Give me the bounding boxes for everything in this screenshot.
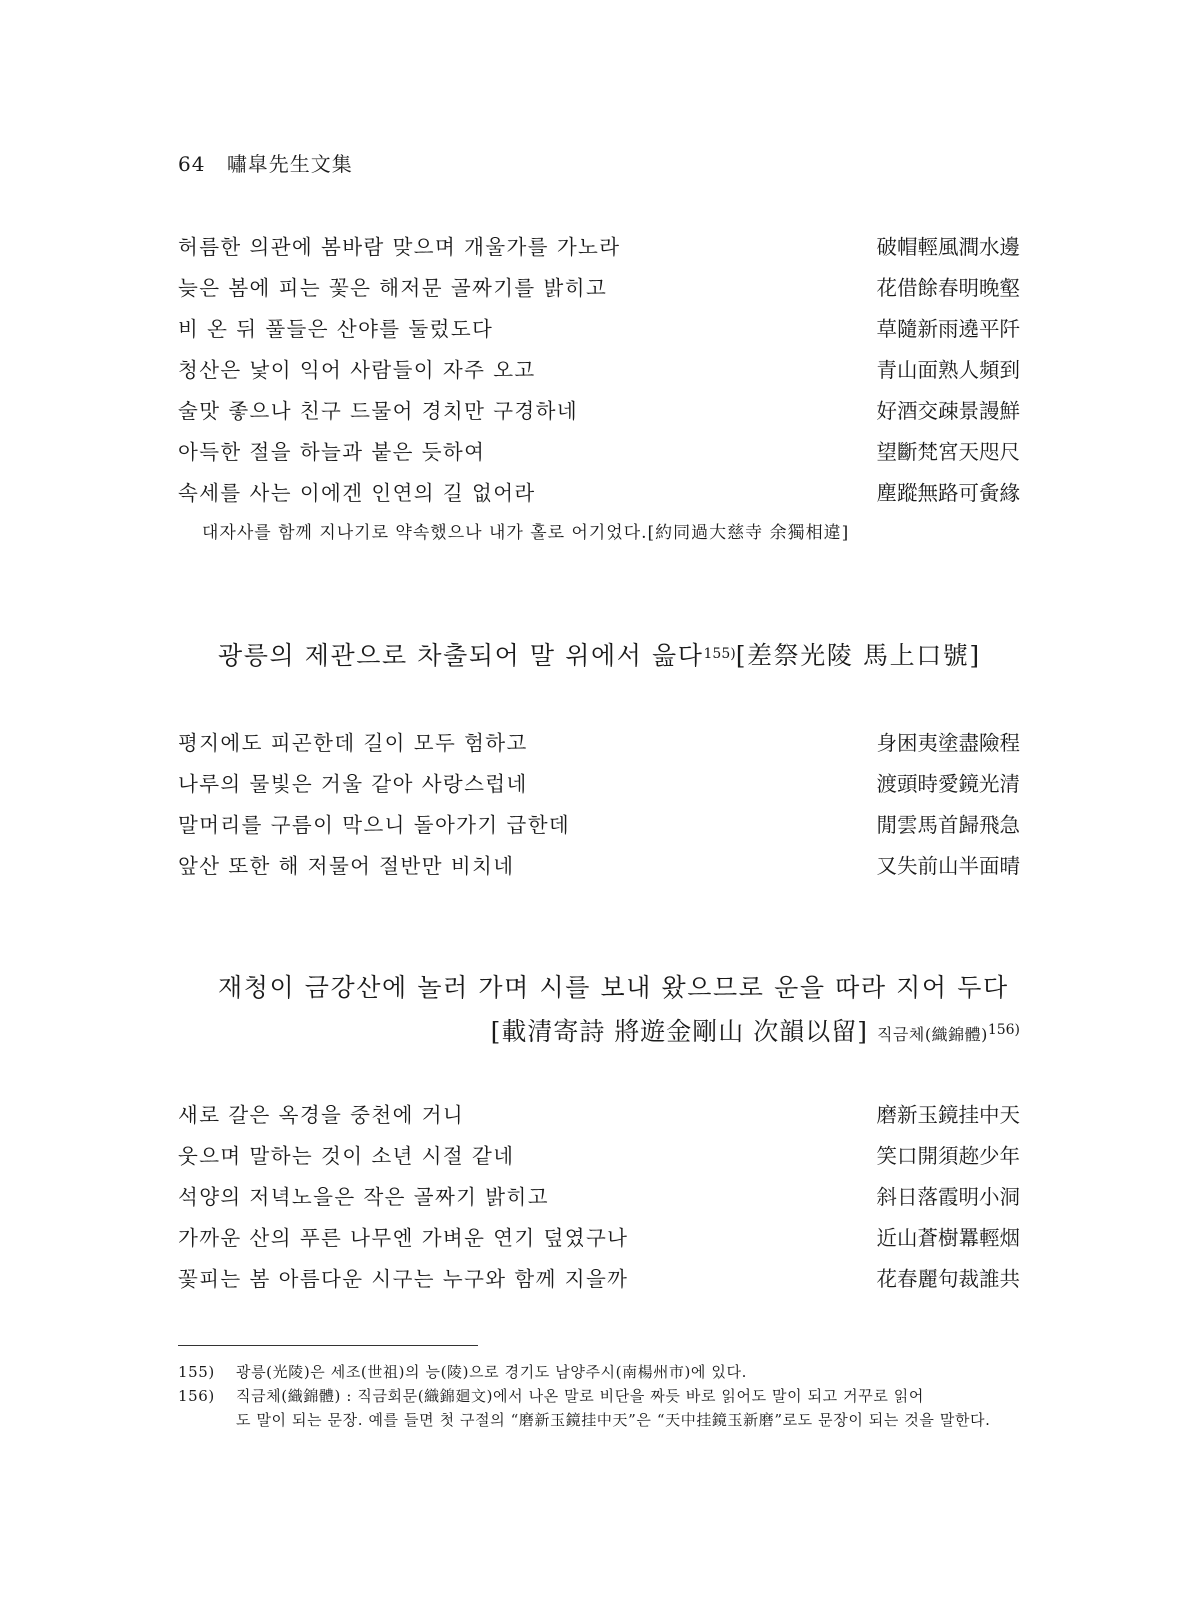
poem-line (178, 476, 1020, 506)
korean-verse: 가까운 산의 푸른 나무엔 가벼운 연기 덮였구나 (178, 1226, 629, 1250)
page-header (178, 148, 353, 177)
footnote-ref: 156) (987, 1022, 1020, 1038)
poem-title (218, 636, 981, 672)
hanja-verse: 破帽輕風澗水邊 (876, 235, 1020, 259)
hanja-verse: 笑口開須趂少年 (876, 1144, 1020, 1168)
hanja-verse: 望斷梵宮天咫尺 (876, 440, 1020, 464)
hanja-verse: 花借餘春明晚壑 (876, 276, 1020, 300)
poem-subtitle (491, 1012, 1020, 1048)
footnote-text: 직금체(織錦體) : 직금회문(織錦廻文)에서 나온 말로 비단을 짜듯 바로 읽어도 말이 되고 거꾸로 읽어 (236, 1387, 924, 1405)
hanja-verse: 渡頭時愛鏡光清 (876, 772, 1020, 796)
poem-line (178, 435, 1020, 465)
book-title: 嘯皐先生文集 (226, 152, 353, 176)
footnote-ref: 155) (703, 646, 736, 662)
poem-line (178, 849, 1020, 879)
footnote-number: 155) (178, 1363, 215, 1381)
korean-verse: 아득한 절을 하늘과 붙은 듯하여 (178, 440, 486, 464)
hanja-verse: 花春麗句裁誰共 (876, 1267, 1020, 1291)
korean-verse: 늦은 봄에 피는 꽃은 해저문 골짜기를 밝히고 (178, 276, 608, 300)
hanja-verse: 近山蒼樹羃輕烟 (876, 1226, 1020, 1250)
poem-line (178, 230, 1020, 260)
subtitle-hanja: [載清寄詩 將遊金剛山 次韻以留] (490, 1017, 868, 1046)
korean-verse: 말머리를 구름이 막으니 돌아가기 급한데 (178, 813, 571, 837)
hanja-verse: 青山面熟人頻到 (876, 358, 1020, 382)
korean-verse: 석양의 저녁노을은 작은 골짜기 밝히고 (178, 1185, 549, 1209)
korean-verse: 웃으며 말하는 것이 소년 시절 같네 (178, 1144, 515, 1168)
korean-verse: 평지에도 피곤한데 길이 모두 험하고 (178, 731, 528, 755)
korean-verse: 허름한 의관에 봄바람 맞으며 개울가를 가노라 (178, 235, 621, 259)
korean-verse: 비 온 뒤 풀들은 산야를 둘렀도다 (178, 317, 494, 341)
korean-verse: 앞산 또한 해 저물어 절반만 비치네 (178, 854, 515, 878)
hanja-verse: 好酒交疎景謾鮮 (876, 399, 1020, 423)
korean-verse: 청산은 낯이 익어 사람들이 자주 오고 (178, 358, 536, 382)
footnote (178, 1360, 1023, 1384)
poem-line (178, 312, 1020, 342)
korean-verse: 술맛 좋으나 친구 드물어 경치만 구경하네 (178, 399, 579, 423)
page-number: 64 (178, 152, 206, 176)
footnote-number: 156) (178, 1387, 215, 1405)
footnote (178, 1384, 1023, 1432)
poem-line (178, 1139, 1020, 1169)
footnote-text-continued: 도 말이 되는 문장. 예를 들면 첫 구절의 “磨新玉鏡挂中天”은 “天中挂鏡玉新磨”로도 문장이 되는 것을 말한다. (236, 1411, 991, 1429)
hanja-verse: 閒雲馬首歸飛急 (876, 813, 1020, 837)
poem-line (178, 1098, 1020, 1128)
poem-line (178, 1180, 1020, 1210)
korean-verse: 새로 갈은 옥경을 중천에 거니 (178, 1103, 465, 1127)
poem-line (178, 271, 1020, 301)
poem-line (178, 808, 1020, 838)
poem-line (178, 767, 1020, 797)
korean-verse: 꽃피는 봄 아름다운 시구는 누구와 함께 지을까 (178, 1267, 629, 1291)
hanja-verse: 草隨新雨遶平阡 (876, 317, 1020, 341)
footnote-text: 광릉(光陵)은 세조(世祖)의 능(陵)으로 경기도 남양주시(南楊州市)에 있다. (236, 1363, 747, 1381)
korean-verse: 나루의 물빛은 거울 같아 사랑스럽네 (178, 772, 528, 796)
hanja-verse: 身困夷塗盡險程 (876, 731, 1020, 755)
poem-line (178, 726, 1020, 756)
poem-note: 대자사를 함께 지나기로 약속했으나 내가 홀로 어기었다.[約同過大慈寺 余獨相違] (202, 523, 850, 543)
hanja-verse: 斜日落霞明小洞 (876, 1185, 1020, 1209)
hanja-verse: 又失前山半面晴 (876, 854, 1020, 878)
poem-title: 재청이 금강산에 놀러 가며 시를 보내 왔으므로 운을 따라 지어 두다 (218, 973, 1009, 1002)
hanja-verse: 磨新玉鏡挂中天 (876, 1103, 1020, 1127)
subtitle-label: 직금체(織錦體) (876, 1025, 988, 1044)
title-hanja: [差祭光陵 馬上口號] (735, 641, 981, 670)
korean-verse: 속세를 사는 이에겐 인연의 길 없어라 (178, 481, 536, 505)
poem-line (178, 1221, 1020, 1251)
hanja-verse: 塵蹤無路可夤緣 (876, 481, 1020, 505)
footnote-divider (178, 1345, 478, 1346)
poem-line (178, 353, 1020, 383)
poem-line (178, 394, 1020, 424)
title-korean: 광릉의 제관으로 차출되어 말 위에서 읊다 (218, 641, 704, 670)
poem-line (178, 1262, 1020, 1292)
